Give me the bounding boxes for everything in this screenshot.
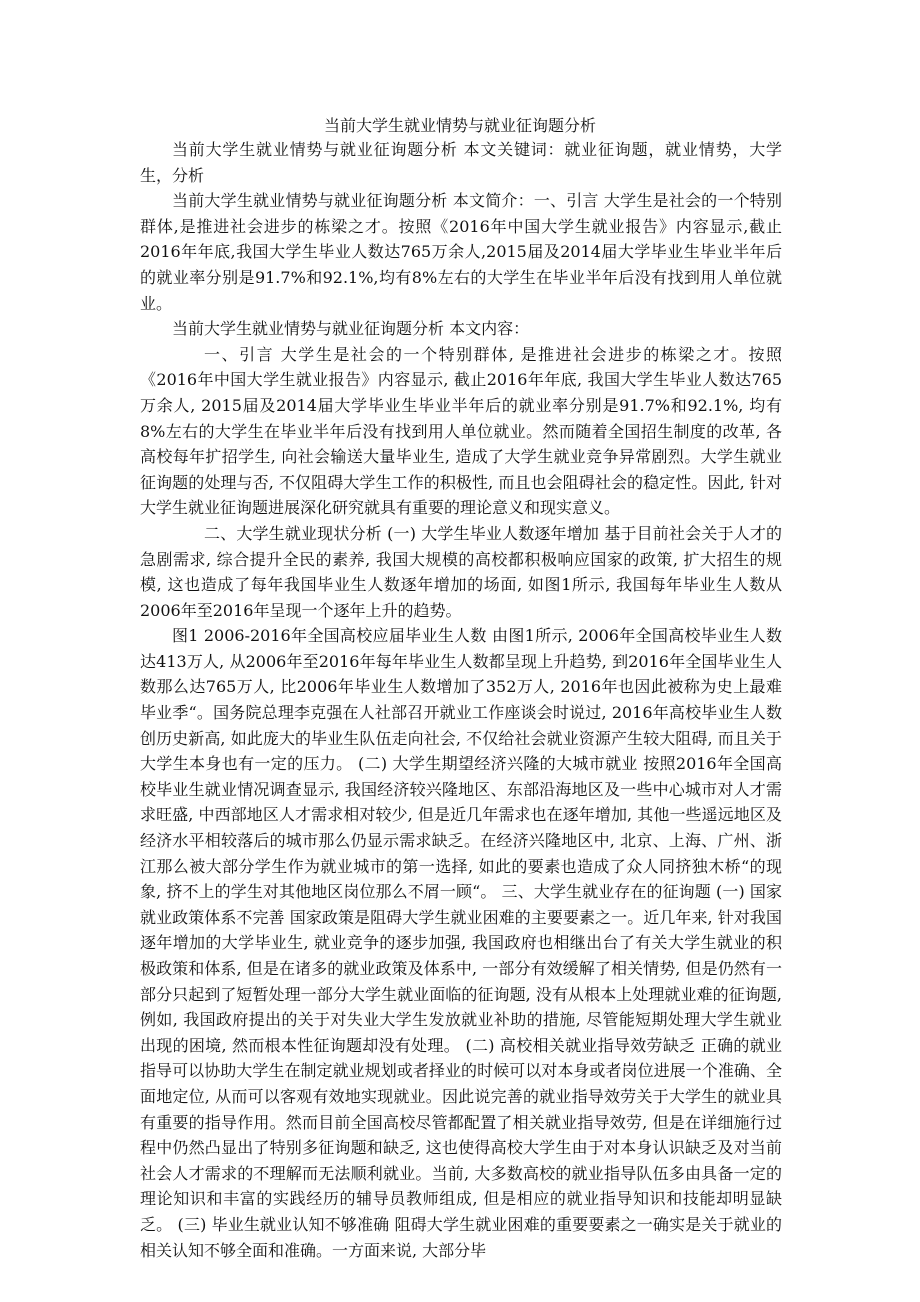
content-heading-paragraph: 当前大学生就业情势与就业征询题分析 本文内容： [172, 319, 530, 339]
figure-and-issues-paragraph: 图1 2006-2016年全国高校应届毕业生人数 由图1所示, 2006年全国高校毕业生人数达413万人, 从2006年至2016年每年毕业生人数都呈现上升趋势, 到2016年全国毕业生人数那么达765万人, 比2006年毕业生人数增加了352万人, 2016年也因此被称为史上最难毕业季“。国务院总理李克强在人社部召开就业工作座谈会时说过, 2016年高校毕业生人数创历史新高, 如此庞大的毕业生队伍走向社会, 不仅给社会就业资源产生较大阻碍, 而且关于大学生本身也有一定的压力。 (二) 大学生期望经济兴隆的大城市就业 按照2016年全国高校毕业生就业情况调查显示, 我国经济较兴隆地区、东部沿海地区及一些中心城市对人才需求旺盛, 中西部地区人才需求相对较少, 但是近几年需求也在逐年增加, 其他一些遥远地区及经济水平相较落后的城市那么仍显示需求缺乏。在经济兴隆地区中, 北京、上海、广州、浙江那么被大部分学生作为就业城市的第一选择, 如此的要素也造成了众人同挤独木桥“的现象, 挤不上的学生对其他地区岗位那么不屑一顾“。 三、大学生就业存在的征询题 (一) 国家就业政策体系不完善 国家政策是阻碍大学生就业困难的主要要素之一。近几年来, 针对我国逐年增加的大学毕业生, 就业竞争的逐步加强, 我国政府也相继出台了有关大学生就业的积极政策和体系, 但是在诸多的就业政策及体系中, 一部分有效缓解了相关情势, 但是仍然有一部分只起到了短暂处理一部分大学生就业面临的征询题, 没有从根本上处理就业难的征询题, 例如, 我国政府提出的关于对失业大学生发放就业补助的措施, 尽管能短期处理大学生就业出现的困境, 然而根本性征询题却没有处理。 (二) 高校相关就业指导效劳缺乏 正确的就业指导可以协助大学生在制定就业规划或者择业的时候可以对本身或者岗位进展一个准确、全面地定位, 从而可以客观有效地实现就业。因此说完善的就业指导效劳关于大学生的就业具有重要的指导作用。然而目前全国高校尽管都配置了相关就业指导效劳, 但是在详细施行过程中仍然凸显出了特别多征询题和缺乏, 这也使得高校大学生由于对本身认识缺乏及对当前社会人才需求的不理解而无法顺利就业。当前, 大多数高校的就业指导队伍多由具备一定的理论知识和丰富的实践经历的辅导员教师组成, 但是相应的就业指导知识和技能却明显缺乏。 (三) 毕业生就业认知不够准确 阻碍大学生就业困难的重要要素之一确实是关于就业的相关认知不够全面和准确。一方面来说, 大部分毕 [140, 626, 782, 1260]
status-analysis-paragraph: 二、大学生就业现状分析 (一) 大学生毕业人数逐年增加 基于目前社会关于人才的急剧需求, 综合提升全民的素养, 我国大规模的高校都积极响应国家的政策, 扩大招生的规模, 这也造成了每年我国毕业生人数逐年增加的场面, 如图1所示, 我国每年毕业生人数从2006年至2016年呈现一个逐年上升的趋势。 [140, 523, 782, 620]
document-title: 当前大学生就业情势与就业征询题分析 [323, 116, 596, 135]
keywords-paragraph: 当前大学生就业情势与就业征询题分析 本文关键词：就业征询题，就业情势，大学生，分析 [140, 140, 782, 185]
document-body [140, 137, 782, 1263]
summary-paragraph: 当前大学生就业情势与就业征询题分析 本文简介：一、引言 大学生是社会的一个特别群体,是推进社会进步的栋梁之才。按照《2016年中国大学生就业报告》内容显示,截止2016年年底,我国大学生毕业人数达765万余人,2015届及2014届大学毕业生毕业半年后的就业率分别是91.7%和92.1%,均有8%左右的大学生在毕业半年后没有找到用人单位就业。 [140, 191, 782, 313]
introduction-paragraph: 一、引言 大学生是社会的一个特别群体, 是推进社会进步的栋梁之才。按照《2016年中国大学生就业报告》内容显示, 截止2016年年底, 我国大学生毕业人数达765万余人, 2015届及2014届大学毕业生毕业半年后的就业率分别是91.7%和92.1%, 均有8%左右的大学生在毕业半年后没有找到用人单位就业。然而随着全国招生制度的改革, 各高校每年扩招学生, 向社会输送大量毕业生, 造成了大学生就业竞争异常剧烈。大学生就业征询题的处理与否, 不仅阻碍大学生工作的积极性, 而且也会阻碍社会的稳定性。因此, 针对大学生就业征询题进展深化研究就具有重要的理论意义和现实意义。 [140, 344, 782, 518]
